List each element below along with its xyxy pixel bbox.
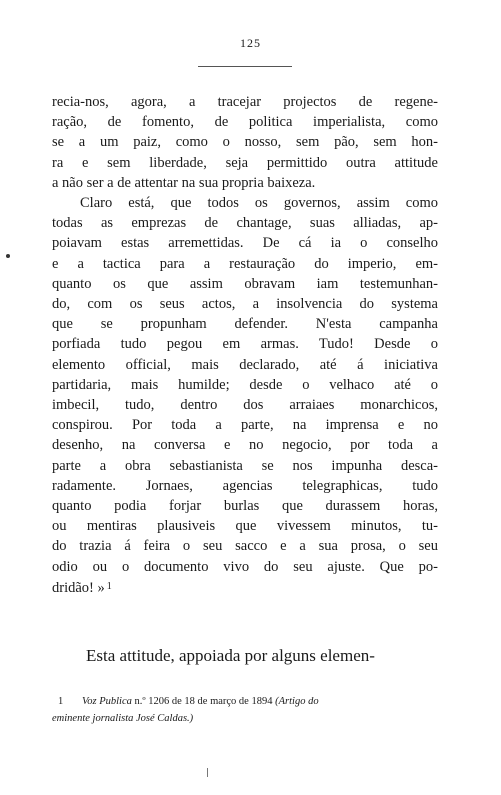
text-line: do trazia á feira o seu sacco e a sua prosa, o seu [52,538,438,555]
footnote-number: 1 [58,696,64,707]
text-line: quanto os que assim obravam iam testemunhan- [52,275,438,292]
footnote-source: Voz Publica [82,696,132,707]
text-line: ou mentiras plausiveis que vivessem minutos, tu- [52,518,438,535]
page-number: 125 [240,36,261,50]
footnote-note-part2: eminente jornalista José Caldas.) [52,713,194,724]
footnote-reference: 1 [106,580,112,592]
text-line-final-text: dridão! » [52,579,105,596]
text-line: do, com os seus actos, a insolvencia do systema [52,296,438,313]
margin-mark [6,254,10,258]
text-line: odio ou o documento vivo do seu ajuste. Que po- [52,558,438,575]
text-line: e a tactica para a restauração do imperio, em- [52,255,438,272]
text-line: radamente. Jornaes, agencias telegraphicas, tudo [52,477,438,494]
text-line: poiavam estas arremettidas. De cá ia o conselho [52,235,438,252]
text-line: se a um paiz, como o nosso, sem pão, sem hon- [52,134,438,151]
text-line: recia-nos, agora, a tracejar projectos de regene- [52,94,438,110]
text-line: a não ser a de attentar na sua propria baixeza. [52,174,316,191]
text-line: Claro está, que todos os governos, assim como [80,195,438,212]
text-line: que se propunham defender. N'esta campanha [52,316,438,333]
text-line-final [52,577,438,598]
text-line: partidaria, mais humilde; desde o velhaco até o [52,376,438,393]
next-paragraph: Esta attitude, appoiada por alguns elemen- [86,646,375,665]
text-line: ra e sem liberdade, seja permittido outra attitude [52,154,438,171]
text-line: imbecil, tudo, dentro dos arraiaes monarchicos, [52,397,438,414]
footnote-note-part1: (Artigo do [275,696,319,707]
text-line: quanto podia forjar burlas que durassem horas, [52,498,438,515]
footnote [52,693,442,727]
tick-mark [207,768,208,777]
text-line: desenho, na conversa e no negocio, por toda a [52,437,438,454]
text-line: elemento official, mais declarado, até á iniciativa [52,356,438,373]
text-line: parte a obra sebastianista se nos impunha desca- [52,457,438,474]
text-line: todas as emprezas de chantage, suas alliadas, ap- [52,215,438,232]
text-line: ração, de fomento, de politica imperialista, como [52,114,438,131]
body-text [52,92,438,598]
text-line: conspirou. Por toda a parte, na imprensa e no [52,417,438,434]
text-line: porfiada tudo pegou em armas. Tudo! Desde o [52,336,438,353]
header-rule [198,66,292,67]
footnote-text: n.º 1206 de 18 de março de 1894 [134,696,273,707]
